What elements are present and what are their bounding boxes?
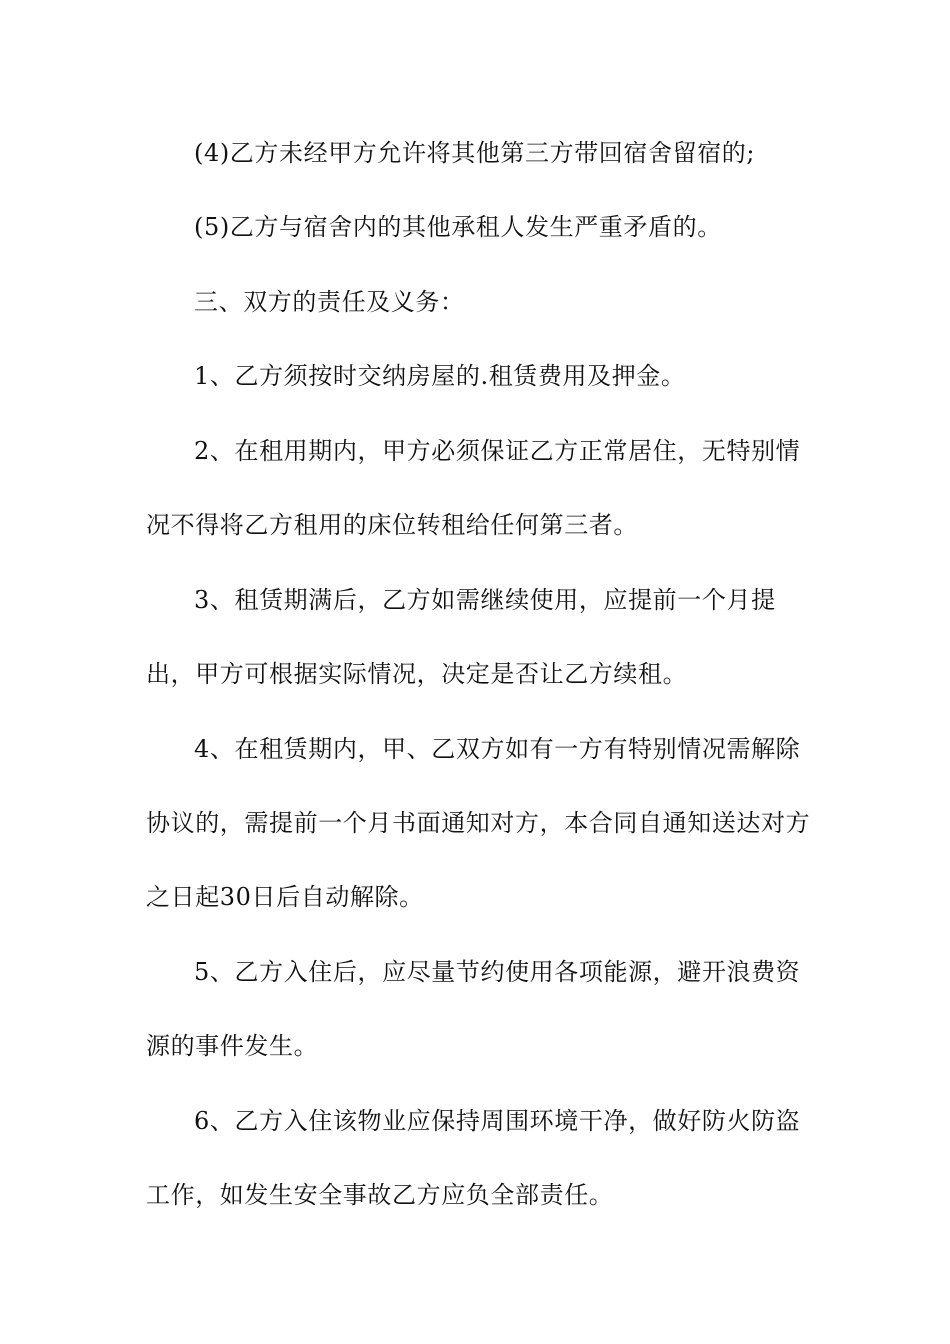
paragraph-clause-1: 1、乙方须按时交纳房屋的.租赁费用及押金。	[194, 362, 686, 390]
paragraph-clause-5: 5、乙方入住后，应尽量节约使用各项能源，避开浪费资源的事件发生。	[146, 958, 801, 1060]
section-heading-responsibilities: 三、双方的责任及义务：	[194, 288, 465, 316]
paragraph-item-4: (4)乙方未经甲方允许将其他第三方带回宿舍留宿的;	[194, 139, 756, 167]
paragraph-item-5: (5)乙方与宿舍内的其他承租人发生严重矛盾的。	[194, 213, 722, 241]
paragraph-clause-6: 6、乙方入住该物业应保持周围环境干净，做好防火防盗工作，如发生安全事故乙方应负全部责任。	[146, 1107, 801, 1209]
paragraph-clause-2: 2、在租用期内，甲方必须保证乙方正常居住，无特别情况不得将乙方租用的床位转租给任何第三者。	[146, 437, 801, 539]
paragraph-clause-3: 3、租赁期满后，乙方如需继续使用，应提前一个月提出，甲方可根据实际情况，决定是否让乙方续租。	[146, 586, 776, 688]
paragraph-clause-4: 4、在租赁期内，甲、乙双方如有一方有特别情况需解除协议的，需提前一个月书面通知对方，本合同自通知送达对方之日起30日后自动解除。	[146, 735, 811, 911]
